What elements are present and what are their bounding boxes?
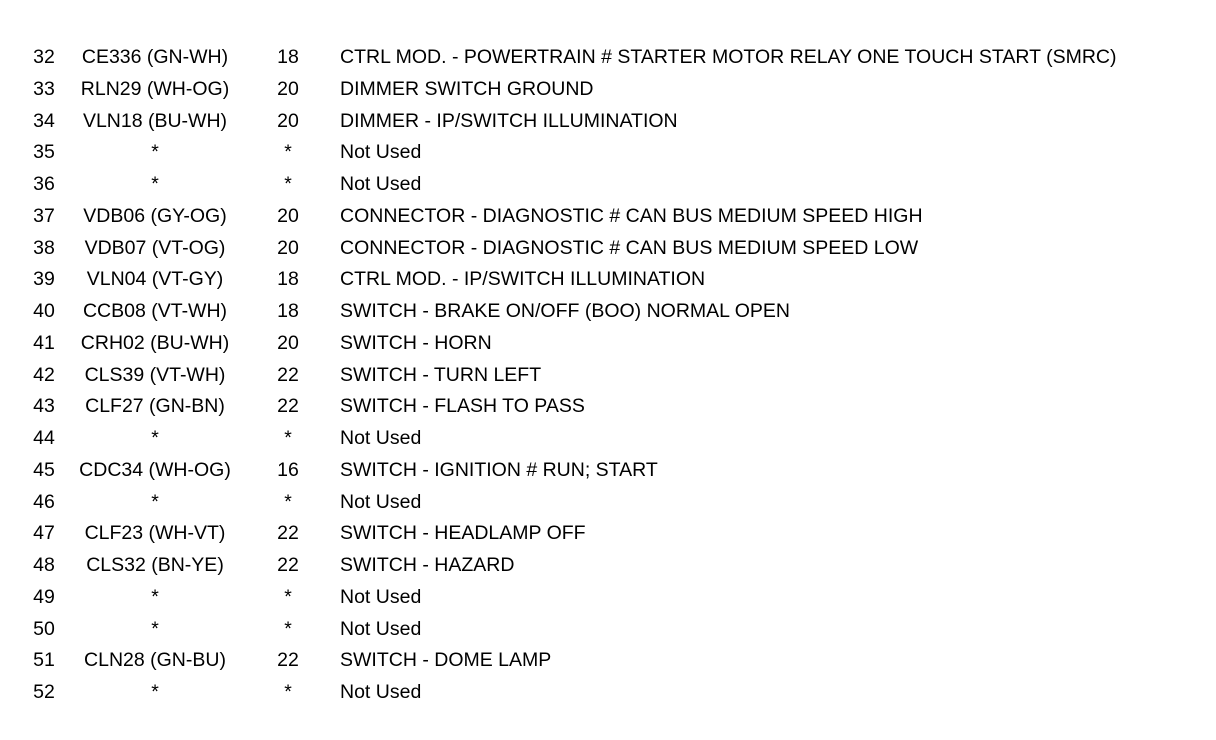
description-cell: SWITCH - HAZARD (340, 554, 515, 576)
circuit-color-cell: VLN04 (VT-GY) (86, 268, 224, 291)
wire-gauge-cell: 22 (277, 395, 299, 418)
table-row (0, 360, 1216, 392)
circuit-color-cell: CLS32 (BN-YE) (86, 554, 224, 576)
pin-number-cell: 45 (33, 458, 55, 481)
table-row (0, 201, 1216, 233)
table-row (0, 74, 1216, 106)
wire-gauge-cell: 20 (277, 109, 299, 132)
circuit-color-cell: * (151, 490, 159, 513)
wire-gauge-cell: 16 (277, 458, 299, 481)
connector-pin-table (0, 42, 1216, 709)
description-cell: Not Used (340, 585, 422, 608)
description-cell: CONNECTOR - DIAGNOSTIC # CAN BUS MEDIUM SPEED HIGH (340, 204, 923, 227)
pin-number-cell: 36 (33, 173, 55, 195)
wire-gauge-cell: 18 (277, 268, 299, 291)
description-cell: Not Used (340, 490, 422, 513)
table-row (0, 296, 1216, 328)
wire-gauge-cell: * (284, 173, 292, 195)
table-row (0, 137, 1216, 169)
wire-gauge-cell: * (284, 585, 292, 608)
wire-gauge-cell: * (284, 427, 292, 449)
description-cell: SWITCH - TURN LEFT (340, 363, 542, 386)
table-row (0, 42, 1216, 74)
description-cell: SWITCH - HEADLAMP OFF (340, 522, 586, 545)
table-row (0, 518, 1216, 550)
pin-number-cell: 52 (33, 681, 55, 703)
circuit-color-cell: CE336 (GN-WH) (81, 46, 229, 68)
table-row (0, 328, 1216, 360)
description-cell: DIMMER SWITCH GROUND (340, 77, 594, 100)
description-cell: Not Used (340, 173, 422, 195)
pin-number-cell: 39 (33, 268, 55, 291)
pin-number-cell: 47 (33, 522, 55, 545)
circuit-color-cell: * (151, 681, 159, 703)
description-cell: Not Used (340, 141, 422, 164)
pin-number-cell: 42 (33, 363, 55, 386)
wire-gauge-cell: 18 (277, 300, 299, 322)
table-row (0, 391, 1216, 423)
circuit-color-cell: CCB08 (VT-WH) (82, 300, 228, 322)
circuit-color-cell: CLF27 (GN-BN) (85, 395, 225, 418)
circuit-color-cell: * (151, 617, 159, 640)
circuit-color-cell: * (151, 173, 159, 195)
table-row (0, 264, 1216, 296)
wire-gauge-cell: 20 (277, 77, 299, 100)
pin-number-cell: 40 (33, 300, 55, 322)
circuit-color-cell: * (151, 427, 159, 449)
table-row (0, 677, 1216, 709)
description-cell: DIMMER - IP/SWITCH ILLUMINATION (340, 109, 678, 132)
circuit-color-cell: RLN29 (WH-OG) (80, 77, 230, 100)
pin-number-cell: 38 (33, 236, 55, 259)
pin-number-cell: 32 (33, 46, 55, 68)
circuit-color-cell: VDB07 (VT-OG) (84, 236, 226, 259)
description-cell: SWITCH - DOME LAMP (340, 649, 552, 672)
description-cell: SWITCH - IGNITION # RUN; START (340, 458, 658, 481)
description-cell: Not Used (340, 681, 422, 703)
wire-gauge-cell: * (284, 141, 292, 164)
circuit-color-cell: * (151, 585, 159, 608)
description-cell: CTRL MOD. - IP/SWITCH ILLUMINATION (340, 268, 706, 291)
pin-number-cell: 46 (33, 490, 55, 513)
table-row (0, 455, 1216, 487)
table-row (0, 487, 1216, 519)
pin-number-cell: 35 (33, 141, 55, 164)
circuit-color-cell: * (151, 141, 159, 164)
pin-number-cell: 48 (33, 554, 55, 576)
wire-gauge-cell: 22 (277, 363, 299, 386)
table-row (0, 645, 1216, 677)
circuit-color-cell: CDC34 (WH-OG) (79, 458, 231, 481)
wire-gauge-cell: 22 (277, 522, 299, 545)
wire-gauge-cell: 22 (277, 554, 299, 576)
wire-gauge-cell: 20 (277, 236, 299, 259)
pin-number-cell: 49 (33, 585, 55, 608)
description-cell: Not Used (340, 427, 422, 449)
description-cell: SWITCH - BRAKE ON/OFF (BOO) NORMAL OPEN (340, 300, 790, 322)
description-cell: SWITCH - FLASH TO PASS (340, 395, 585, 418)
description-cell: SWITCH - HORN (340, 331, 492, 354)
circuit-color-cell: CLN28 (GN-BU) (84, 649, 226, 672)
description-cell: CTRL MOD. - POWERTRAIN # STARTER MOTOR RELAY ONE TOUCH START (SMRC) (340, 46, 1117, 68)
pin-number-cell: 33 (33, 77, 55, 100)
circuit-color-cell: VDB06 (GY-OG) (83, 204, 227, 227)
pin-number-cell: 51 (33, 649, 55, 672)
table-row (0, 106, 1216, 138)
description-cell: CONNECTOR - DIAGNOSTIC # CAN BUS MEDIUM SPEED LOW (340, 236, 919, 259)
table-row (0, 550, 1216, 582)
wire-gauge-cell: 20 (277, 204, 299, 227)
wire-gauge-cell: * (284, 490, 292, 513)
wire-gauge-cell: * (284, 617, 292, 640)
pin-number-cell: 41 (33, 331, 55, 354)
table-row (0, 614, 1216, 646)
table-row (0, 233, 1216, 265)
pin-number-cell: 44 (33, 427, 55, 449)
pin-number-cell: 34 (33, 109, 55, 132)
pin-number-cell: 43 (33, 395, 55, 418)
table-row (0, 423, 1216, 455)
wire-gauge-cell: 18 (277, 46, 299, 68)
wire-gauge-cell: 20 (277, 331, 299, 354)
table-row (0, 582, 1216, 614)
circuit-color-cell: VLN18 (BU-WH) (82, 109, 228, 132)
description-cell: Not Used (340, 617, 422, 640)
wire-gauge-cell: 22 (277, 649, 299, 672)
pin-number-cell: 37 (33, 204, 55, 227)
table-row (0, 169, 1216, 201)
circuit-color-cell: CLF23 (WH-VT) (84, 522, 226, 545)
wire-gauge-cell: * (284, 681, 292, 703)
pin-number-cell: 50 (33, 617, 55, 640)
circuit-color-cell: CLS39 (VT-WH) (84, 363, 226, 386)
circuit-color-cell: CRH02 (BU-WH) (80, 331, 230, 354)
